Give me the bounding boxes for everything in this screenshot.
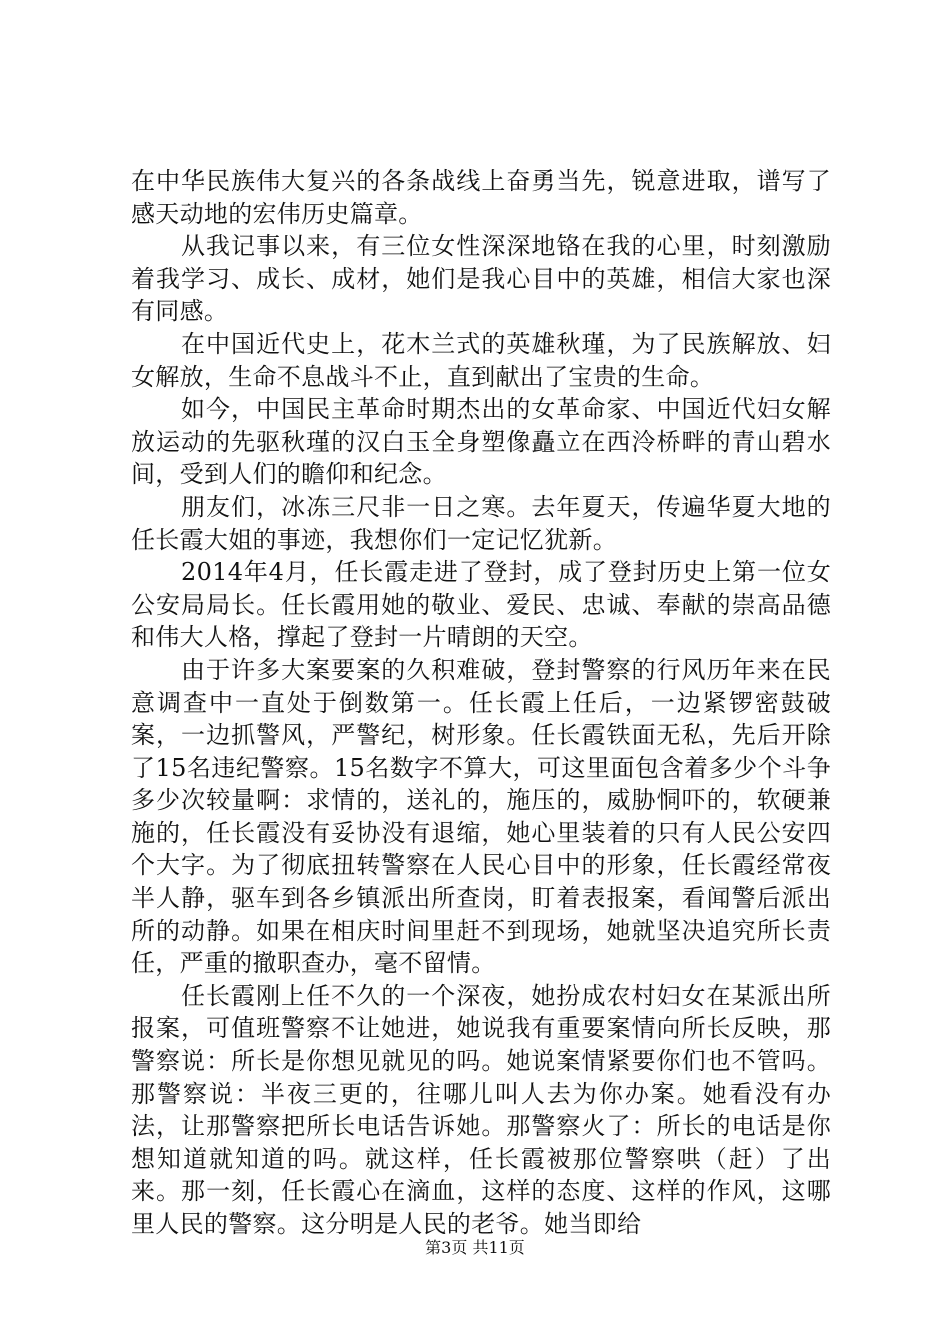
paragraph: 由于许多大案要案的久积难破，登封警察的行风历年来在民意调查中一直处于倒数第一。任长霞上任后，一边紧锣密鼓破案，一边抓警风，严警纪，树形象。任长霞铁面无私，先后开除了15名违纪警察。15名数字不算大，可这里面包含着多少个斗争多少次较量啊：求情的，送礼的，施压的，威胁恫吓的，软硬兼施的，任长霞没有妥协没有退缩，她心里装着的只有人民公安四个大字。为了彻底扭转警察在人民心目中的形象，任长霞经常夜半人静，驱车到各乡镇派出所查岗，盯着表报案，看闻警后派出所的动静。如果在相庆时间里赶不到现场，她就坚决追究所长责任，严重的撤职查办，毫不留情。 [131,655,831,978]
page-footer [0,1238,950,1258]
paragraph: 在中华民族伟大复兴的各条战线上奋勇当先，锐意进取，谱写了感天动地的宏伟历史篇章。 [131,167,831,228]
paragraph: 在中国近代史上，花木兰式的英雄秋瑾，为了民族解放、妇女解放，生命不息战斗不止，直到献出了宝贵的生命。 [131,329,831,391]
paragraph: 2014年4月，任长霞走进了登封，成了登封历史上第一位女公安局局长。任长霞用她的敬业、爱民、忠诚、奉献的崇高品德和伟大人格，撑起了登封一片晴朗的天空。 [131,558,831,652]
paragraph: 朋友们，冰冻三尺非一日之寒。去年夏天，传遍华夏大地的任长霞大姐的事迹，我想你们一定记忆犹新。 [131,492,831,554]
body-text [131,165,831,1241]
paragraph: 任长霞刚上任不久的一个深夜，她扮成农村妇女在某派出所报案，可值班警察不让她进，她说我有重要案情向所长反映，那警察说：所长是你想见就见的吗。她说案情紧要你们也不管吗。那警察说：半夜三更的，往哪儿叫人去为你办案。她看没有办法，让那警察把所长电话告诉她。那警察火了：所长的电话是你想知道就知道的吗。就这样，任长霞被那位警察哄（赶）了出来。那一刻，任长霞心在滴血，这样的态度、这样的作风，这哪里人民的警察。这分明是人民的老爷。她当即给 [131,981,831,1238]
paragraph: 从我记事以来，有三位女性深深地铬在我的心里，时刻激励着我学习、成长、成材，她们是我心目中的英雄，相信大家也深有同感。 [131,232,831,326]
paragraph: 如今，中国民主革命时期杰出的女革命家、中国近代妇女解放运动的先驱秋瑾的汉白玉全身塑像矗立在西泠桥畔的青山碧水间，受到人们的瞻仰和纪念。 [131,395,831,489]
page-number-label: 第3页 共11页 [425,1238,525,1257]
